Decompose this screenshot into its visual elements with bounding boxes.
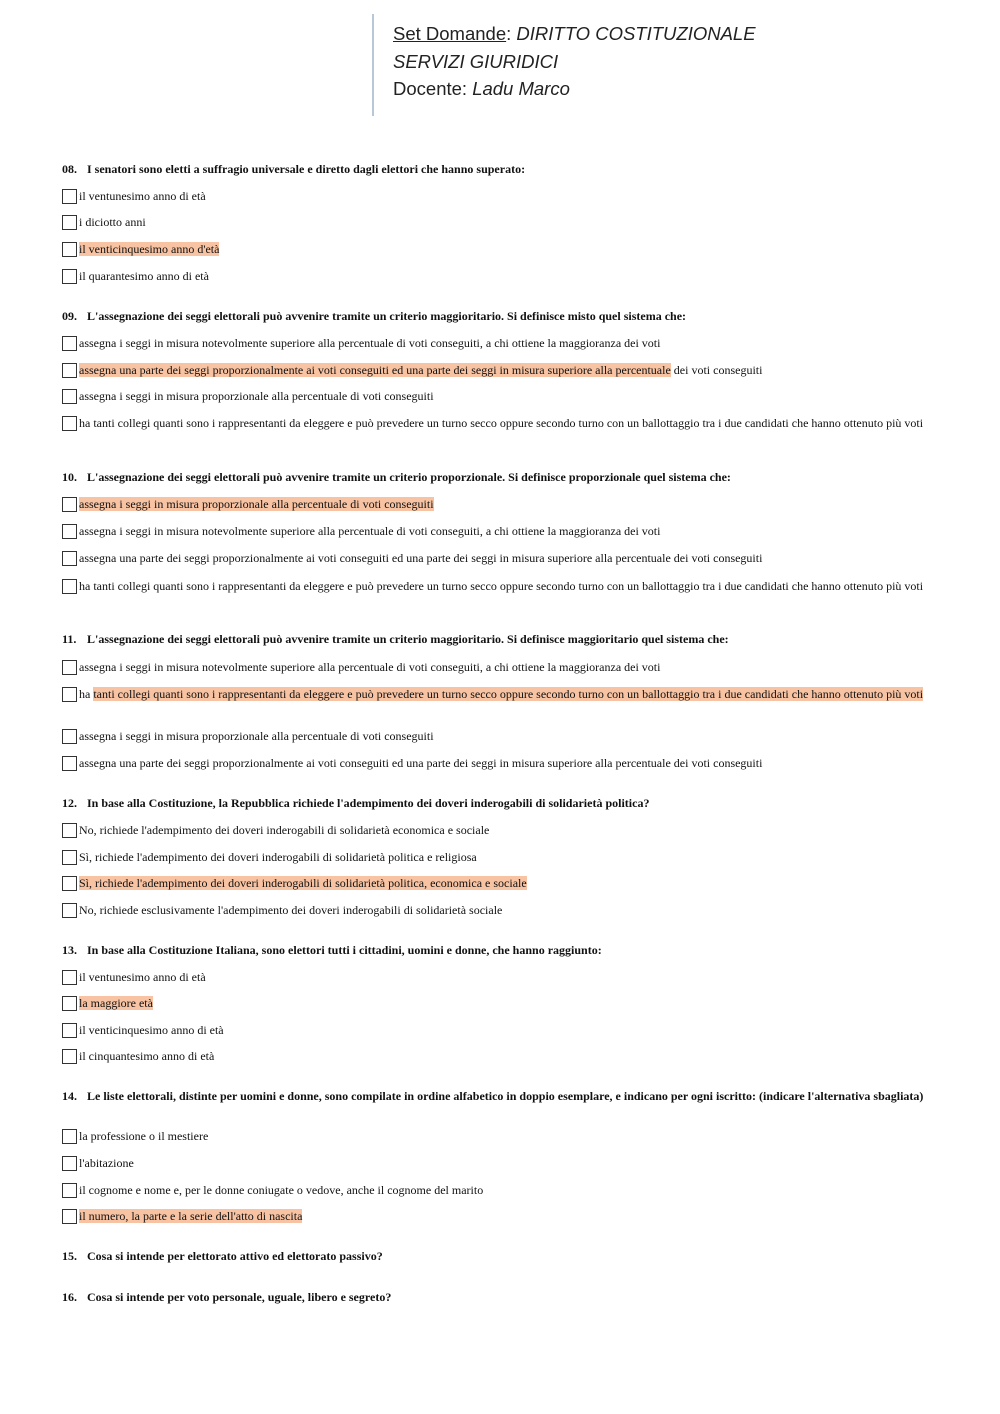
correct-answer-highlight: assegna una parte dei seggi proporzionalmente ai voti conseguiti ed una parte dei seggi in misura superiore alla percentuale xyxy=(79,363,671,377)
option-text: ha tanti collegi quanti sono i rappresentanti da eleggere e può prevedere un turno secco oppure secondo turno con un ballottaggio tra i due candidati che hanno ottenuto più voti xyxy=(79,416,924,430)
teacher-name: Ladu Marco xyxy=(472,78,570,99)
option-08-1 xyxy=(62,189,934,204)
option-text: l'abitazione xyxy=(79,1156,134,1170)
correct-answer-highlight: il numero, la parte e la serie dell'atto di nascita xyxy=(79,1209,303,1223)
answer-checkbox[interactable] xyxy=(62,970,77,985)
answer-checkbox[interactable] xyxy=(62,336,77,351)
set-separator: : xyxy=(506,23,512,44)
option-text: assegna i seggi in misura notevolmente superiore alla percentuale di voti conseguiti, a chi ottiene la maggioranza dei voti xyxy=(79,660,661,674)
option-14-3 xyxy=(62,1183,934,1198)
option-text: il ventunesimo anno di età xyxy=(79,970,206,984)
question-number: 16. xyxy=(62,1290,77,1304)
answer-checkbox[interactable] xyxy=(62,551,77,566)
answer-checkbox[interactable] xyxy=(62,269,77,284)
answer-checkbox[interactable] xyxy=(62,996,77,1011)
question-number: 08. xyxy=(62,162,77,176)
option-text: il ventunesimo anno di età xyxy=(79,189,206,203)
teacher-label: Docente: xyxy=(393,78,468,99)
question-13 xyxy=(62,944,942,957)
option-11-1 xyxy=(62,660,934,675)
answer-checkbox[interactable] xyxy=(62,215,77,230)
option-11-2 xyxy=(62,687,934,702)
option-10-4 xyxy=(62,579,934,594)
answer-checkbox[interactable] xyxy=(62,850,77,865)
option-12-2 xyxy=(62,850,934,865)
option-text: assegna i seggi in misura notevolmente superiore alla percentuale di voti conseguiti, a chi ottiene la maggioranza dei voti xyxy=(79,524,661,538)
option-11-4 xyxy=(62,756,934,771)
option-09-1 xyxy=(62,336,934,351)
correct-answer-highlight: il venticinquesimo anno d'età xyxy=(79,242,220,256)
answer-checkbox[interactable] xyxy=(62,903,77,918)
answer-checkbox[interactable] xyxy=(62,1049,77,1064)
correct-answer-highlight: la maggiore età xyxy=(79,996,153,1010)
answer-checkbox[interactable] xyxy=(62,876,77,891)
option-text: assegna i seggi in misura notevolmente superiore alla percentuale di voti conseguiti, a chi ottiene la maggioranza dei voti xyxy=(79,336,661,350)
option-12-4 xyxy=(62,903,934,918)
correct-answer-highlight: tanti collegi quanti sono i rappresentanti da eleggere e può prevedere un turno secco oppure secondo turno con un ballottaggio tra i due candidati che hanno ottenuto più voti xyxy=(93,687,924,701)
option-text: assegna i seggi in misura proporzionale alla percentuale di voti conseguiti xyxy=(79,389,434,403)
option-text: No, richiede esclusivamente l'adempimento dei doveri inderogabili di solidarietà sociale xyxy=(79,903,503,917)
correct-answer-highlight: Sì, richiede l'adempimento dei doveri inderogabili di solidarietà politica, economica e sociale xyxy=(79,876,527,890)
question-08 xyxy=(62,163,942,176)
option-text: il venticinquesimo anno di età xyxy=(79,1023,224,1037)
answer-checkbox[interactable] xyxy=(62,729,77,744)
question-text: Le liste elettorali, distinte per uomini e donne, sono compilate in ordine alfabetico in doppio esemplare, e indicano per ogni iscritto: (indicare l'alternativa sbagliata) xyxy=(87,1089,924,1103)
option-14-2 xyxy=(62,1156,934,1171)
answer-checkbox[interactable] xyxy=(62,756,77,771)
option-text: ha tanti collegi quanti sono i rappresentanti da eleggere e può prevedere un turno secco oppure secondo turno con un ballottaggio tra i due candidati che hanno ottenuto più voti xyxy=(79,579,924,593)
option-12-1 xyxy=(62,823,934,838)
question-10 xyxy=(62,471,942,484)
answer-checkbox[interactable] xyxy=(62,363,77,378)
header-line-set xyxy=(393,20,756,48)
option-text: No, richiede l'adempimento dei doveri inderogabili di solidarietà economica e sociale xyxy=(79,823,490,837)
course-name: SERVIZI GIURIDICI xyxy=(393,50,559,72)
option-14-4 xyxy=(62,1209,934,1224)
option-09-2 xyxy=(62,363,934,378)
option-14-1 xyxy=(62,1129,934,1144)
question-number: 12. xyxy=(62,796,77,810)
answer-checkbox[interactable] xyxy=(62,242,77,257)
question-text: L'assegnazione dei seggi elettorali può avvenire tramite un criterio maggioritario. Si definisce maggioritario quel sistema che: xyxy=(87,632,729,646)
option-10-3 xyxy=(62,551,934,566)
option-11-3 xyxy=(62,729,934,744)
question-text: In base alla Costituzione, la Repubblica richiede l'adempimento dei doveri inderogabili di solidarietà politica? xyxy=(87,796,650,810)
subject-name: DIRITTO COSTITUZIONALE xyxy=(516,23,756,44)
question-number: 11. xyxy=(62,632,77,646)
option-text: ha xyxy=(79,687,94,701)
option-text: il cognome e nome e, per le donne coniugate o vedove, anche il cognome del marito xyxy=(79,1183,484,1197)
option-text: assegna una parte dei seggi proporzionalmente ai voti conseguiti ed una parte dei seggi in misura superiore alla percentuale dei voti conseguiti xyxy=(79,756,763,770)
answer-checkbox[interactable] xyxy=(62,579,77,594)
option-text: il cinquantesimo anno di età xyxy=(79,1049,215,1063)
question-16 xyxy=(62,1291,942,1304)
answer-checkbox[interactable] xyxy=(62,823,77,838)
option-text: il quarantesimo anno di età xyxy=(79,269,209,283)
option-08-3 xyxy=(62,242,934,257)
option-08-4 xyxy=(62,269,934,284)
answer-checkbox[interactable] xyxy=(62,1156,77,1171)
answer-checkbox[interactable] xyxy=(62,1129,77,1144)
option-13-4 xyxy=(62,1049,934,1064)
option-text: i diciotto anni xyxy=(79,215,146,229)
option-text: assegna una parte dei seggi proporzionalmente ai voti conseguiti ed una parte dei seggi in misura superiore alla percentuale dei voti conseguiti xyxy=(79,551,763,565)
question-number: 15. xyxy=(62,1249,77,1263)
answer-checkbox[interactable] xyxy=(62,1023,77,1038)
set-label: Set Domande xyxy=(393,23,507,44)
question-text: In base alla Costituzione Italiana, sono elettori tutti i cittadini, uomini e donne, che hanno raggiunto: xyxy=(87,943,602,957)
question-15 xyxy=(62,1250,942,1263)
option-09-3 xyxy=(62,389,934,404)
answer-checkbox[interactable] xyxy=(62,1209,77,1224)
question-text: Cosa si intende per voto personale, uguale, libero e segreto? xyxy=(87,1290,392,1304)
header-line-teacher xyxy=(393,75,756,103)
option-text: dei voti conseguiti xyxy=(670,363,763,377)
question-number: 10. xyxy=(62,470,77,484)
question-number: 14. xyxy=(62,1089,77,1103)
option-13-2 xyxy=(62,996,934,1011)
option-09-4 xyxy=(62,416,934,431)
document-header xyxy=(372,14,756,116)
option-10-1 xyxy=(62,497,934,512)
answer-checkbox[interactable] xyxy=(62,1183,77,1198)
option-text: la professione o il mestiere xyxy=(79,1129,209,1143)
answer-checkbox[interactable] xyxy=(62,189,77,204)
correct-answer-highlight: assegna i seggi in misura proporzionale alla percentuale di voti conseguiti xyxy=(79,497,434,511)
question-14 xyxy=(62,1090,942,1103)
answer-checkbox[interactable] xyxy=(62,524,77,539)
option-13-3 xyxy=(62,1023,934,1038)
question-09 xyxy=(62,310,942,323)
answer-checkbox[interactable] xyxy=(62,660,77,675)
question-number: 13. xyxy=(62,943,77,957)
question-text: L'assegnazione dei seggi elettorali può avvenire tramite un criterio proporzionale. Si definisce proporzionale quel sistema che: xyxy=(87,470,731,484)
option-10-2 xyxy=(62,524,934,539)
option-12-3 xyxy=(62,876,934,891)
option-13-1 xyxy=(62,970,934,985)
option-08-2 xyxy=(62,215,934,230)
question-number: 09. xyxy=(62,309,77,323)
answer-checkbox[interactable] xyxy=(62,687,77,702)
option-text: assegna i seggi in misura proporzionale alla percentuale di voti conseguiti xyxy=(79,729,434,743)
question-12 xyxy=(62,797,942,810)
answer-checkbox[interactable] xyxy=(62,497,77,512)
question-text: Cosa si intende per elettorato attivo ed elettorato passivo? xyxy=(87,1249,383,1263)
question-text: L'assegnazione dei seggi elettorali può avvenire tramite un criterio maggioritario. Si definisce misto quel sistema che: xyxy=(87,309,687,323)
question-11 xyxy=(62,633,942,646)
answer-checkbox[interactable] xyxy=(62,416,77,431)
option-text: Sì, richiede l'adempimento dei doveri inderogabili di solidarietà politica e religiosa xyxy=(79,850,477,864)
answer-checkbox[interactable] xyxy=(62,389,77,404)
question-text: I senatori sono eletti a suffragio universale e diretto dagli elettori che hanno superato: xyxy=(87,162,526,176)
